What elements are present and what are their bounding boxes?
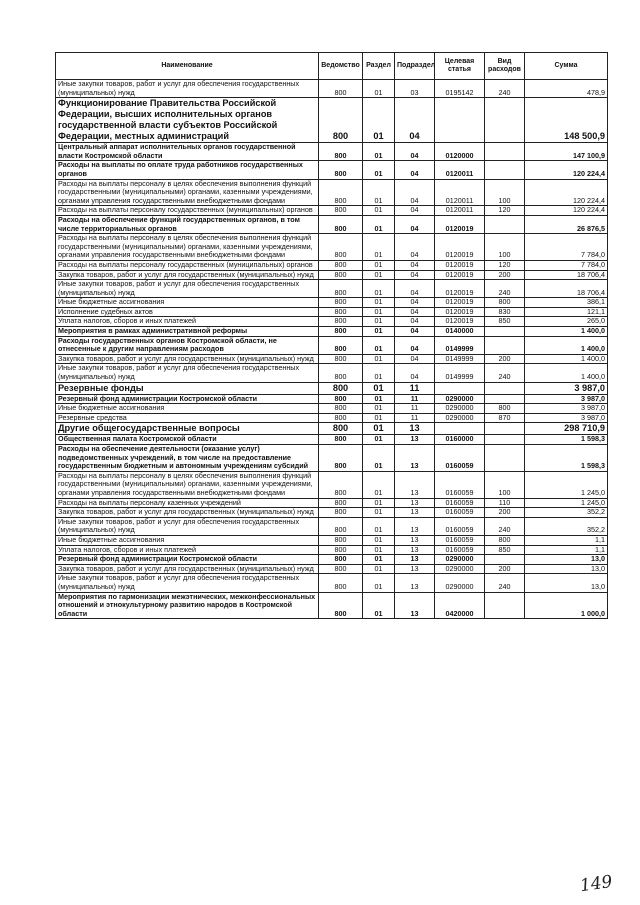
cell-podrazdel: 13 [395,564,435,574]
cell-vedomstvo: 800 [319,413,363,423]
cell-summa: 13,0 [525,555,608,565]
table-row [56,535,608,545]
cell-statya: 0160059 [435,545,485,555]
cell-statya: 0160059 [435,471,485,498]
table-row [56,445,608,472]
cell-summa: 1 400,0 [525,336,608,354]
cell-statya: 0120019 [435,234,485,261]
cell-summa: 1 000,0 [525,592,608,619]
cell-vid [485,592,525,619]
cell-podrazdel: 13 [395,555,435,565]
table-row [56,161,608,179]
cell-summa: 298 710,9 [525,423,608,435]
cell-vedomstvo: 800 [319,327,363,337]
cell-podrazdel: 03 [395,80,435,98]
cell-razdel: 01 [363,508,395,518]
cell-razdel: 01 [363,80,395,98]
table-row [56,517,608,535]
cell-vedomstvo: 800 [319,508,363,518]
cell-podrazdel: 11 [395,394,435,404]
cell-summa: 352,2 [525,508,608,518]
cell-vedomstvo: 800 [319,206,363,216]
cell-vid [485,382,525,394]
cell-podrazdel: 04 [395,215,435,233]
cell-summa: 1 400,0 [525,354,608,364]
cell-statya: 0160059 [435,535,485,545]
cell-vid: 240 [485,364,525,382]
cell-razdel: 01 [363,564,395,574]
table-row [56,234,608,261]
cell-statya: 0149999 [435,364,485,382]
cell-vid: 870 [485,413,525,423]
table-row [56,508,608,518]
cell-vid [485,445,525,472]
cell-summa: 1,1 [525,545,608,555]
table-row [56,471,608,498]
cell-name: Иные закупки товаров, работ и услуг для обеспечения государственных (муниципальных) нужд [56,80,319,98]
table-row [56,206,608,216]
cell-summa: 265,0 [525,317,608,327]
cell-razdel: 01 [363,364,395,382]
cell-statya: 0120019 [435,270,485,280]
cell-podrazdel: 11 [395,382,435,394]
cell-statya: 0160059 [435,498,485,508]
cell-summa: 3 987,0 [525,404,608,414]
cell-razdel: 01 [363,592,395,619]
cell-summa: 7 784,0 [525,260,608,270]
cell-vid: 240 [485,280,525,298]
cell-vid: 120 [485,260,525,270]
table-body [56,80,608,619]
cell-statya [435,382,485,394]
cell-razdel: 01 [363,517,395,535]
cell-razdel: 01 [363,206,395,216]
cell-name: Мероприятия в рамках административной реформы [56,327,319,337]
cell-podrazdel: 13 [395,498,435,508]
cell-vedomstvo: 800 [319,555,363,565]
cell-podrazdel: 04 [395,143,435,161]
cell-vedomstvo: 800 [319,364,363,382]
budget-table [55,52,608,619]
cell-vedomstvo: 800 [319,215,363,233]
cell-summa: 386,1 [525,298,608,308]
table-row [56,413,608,423]
table-row [56,215,608,233]
cell-podrazdel: 04 [395,206,435,216]
cell-podrazdel: 04 [395,234,435,261]
cell-statya: 0160059 [435,517,485,535]
cell-summa: 3 987,0 [525,382,608,394]
cell-summa: 13,0 [525,564,608,574]
cell-podrazdel: 13 [395,445,435,472]
cell-razdel: 01 [363,143,395,161]
cell-statya: 0120011 [435,179,485,206]
cell-statya: 0140000 [435,327,485,337]
cell-vedomstvo: 800 [319,336,363,354]
cell-razdel: 01 [363,423,395,435]
cell-statya: 0120019 [435,317,485,327]
cell-name: Закупка товаров, работ и услуг для государственных (муниципальных) нужд [56,564,319,574]
cell-podrazdel: 13 [395,435,435,445]
cell-statya: 0290000 [435,574,485,592]
cell-name: Исполнение судебных актов [56,307,319,317]
cell-razdel: 01 [363,413,395,423]
table-row [56,80,608,98]
cell-vedomstvo: 800 [319,161,363,179]
table-row [56,280,608,298]
cell-name: Расходы государственных органов Костромской области, не отнесенные к другим направлениям расходов [56,336,319,354]
cell-vedomstvo: 800 [319,498,363,508]
table-row [56,555,608,565]
cell-razdel: 01 [363,445,395,472]
cell-podrazdel: 04 [395,98,435,143]
cell-vedomstvo: 800 [319,535,363,545]
cell-statya: 0160059 [435,445,485,472]
cell-summa: 1 400,0 [525,364,608,382]
cell-vid: 240 [485,80,525,98]
cell-razdel: 01 [363,98,395,143]
cell-name: Расходы на выплаты персоналу в целях обеспечения выполнения функций государственными (муниципальными) органами, казенными учреждениями, органами управления государственными внебюджетными фондами [56,179,319,206]
cell-razdel: 01 [363,354,395,364]
cell-vedomstvo: 800 [319,471,363,498]
cell-vedomstvo: 800 [319,423,363,435]
cell-name: Резервные средства [56,413,319,423]
cell-statya: 0120019 [435,307,485,317]
cell-vedomstvo: 800 [319,143,363,161]
cell-podrazdel: 04 [395,354,435,364]
cell-vid [485,555,525,565]
cell-name: Общественная палата Костромской области [56,435,319,445]
cell-razdel: 01 [363,404,395,414]
cell-podrazdel: 13 [395,471,435,498]
cell-razdel: 01 [363,307,395,317]
cell-razdel: 01 [363,179,395,206]
cell-razdel: 01 [363,394,395,404]
table-row [56,98,608,143]
cell-statya: 0195142 [435,80,485,98]
cell-summa: 1 400,0 [525,327,608,337]
table-row [56,179,608,206]
cell-name: Резервный фонд администрации Костромской области [56,394,319,404]
cell-vedomstvo: 800 [319,445,363,472]
cell-razdel: 01 [363,555,395,565]
cell-summa: 147 100,9 [525,143,608,161]
table-row [56,574,608,592]
cell-vedomstvo: 800 [319,317,363,327]
cell-summa: 1 598,3 [525,445,608,472]
cell-vedomstvo: 800 [319,435,363,445]
cell-podrazdel: 13 [395,574,435,592]
cell-summa: 26 876,5 [525,215,608,233]
cell-summa: 148 500,9 [525,98,608,143]
cell-podrazdel: 13 [395,535,435,545]
cell-statya: 0149999 [435,354,485,364]
table-header-row [56,53,608,80]
cell-vid: 100 [485,471,525,498]
cell-statya: 0149999 [435,336,485,354]
cell-summa: 18 706,4 [525,270,608,280]
cell-summa: 3 987,0 [525,394,608,404]
cell-vedomstvo: 800 [319,98,363,143]
cell-vid: 800 [485,404,525,414]
col-header-vid: Вид расходов [485,53,525,80]
cell-name: Центральный аппарат исполнительных органов государственной власти Костромской области [56,143,319,161]
cell-vid: 800 [485,535,525,545]
cell-podrazdel: 13 [395,545,435,555]
cell-razdel: 01 [363,260,395,270]
cell-razdel: 01 [363,336,395,354]
cell-vedomstvo: 800 [319,270,363,280]
cell-statya: 0420000 [435,592,485,619]
cell-vedomstvo: 800 [319,298,363,308]
cell-name: Расходы на обеспечение деятельности (оказание услуг) подведомственных учреждений, в том числе на предоставление государственным бюджетным и автономным учреждениям субсидий [56,445,319,472]
cell-summa: 120 224,4 [525,179,608,206]
cell-name: Расходы на выплаты персоналу казенных учреждений [56,498,319,508]
cell-razdel: 01 [363,471,395,498]
table-row [56,260,608,270]
cell-podrazdel: 04 [395,161,435,179]
cell-name: Закупка товаров, работ и услуг для государственных (муниципальных) нужд [56,270,319,280]
cell-razdel: 01 [363,161,395,179]
table-row [56,143,608,161]
cell-statya: 0290000 [435,394,485,404]
cell-statya: 0290000 [435,564,485,574]
cell-name: Расходы на выплаты персоналу в целях обеспечения выполнения функций государственными (муниципальными) органами, казенными учреждениями, органами управления государственными внебюджетными фондами [56,471,319,498]
cell-name: Мероприятия по гармонизации межэтнических, межконфессиональных отношений и этнокультурному развитию народов в Костромской области [56,592,319,619]
cell-summa: 352,2 [525,517,608,535]
cell-razdel: 01 [363,298,395,308]
table-row [56,404,608,414]
col-header-podrazdel: Подраздел [395,53,435,80]
table-row [56,298,608,308]
cell-summa: 1 245,0 [525,498,608,508]
cell-vedomstvo: 800 [319,234,363,261]
col-header-vedomstvo: Ведомство [319,53,363,80]
cell-statya: 0290000 [435,555,485,565]
cell-vedomstvo: 800 [319,564,363,574]
cell-razdel: 01 [363,234,395,261]
table-row [56,327,608,337]
col-header-statya: Целевая статья [435,53,485,80]
cell-razdel: 01 [363,382,395,394]
cell-podrazdel: 04 [395,336,435,354]
cell-vedomstvo: 800 [319,179,363,206]
cell-razdel: 01 [363,545,395,555]
cell-statya: 0290000 [435,413,485,423]
cell-vedomstvo: 800 [319,260,363,270]
cell-razdel: 01 [363,280,395,298]
cell-name: Иные закупки товаров, работ и услуг для обеспечения государственных (муниципальных) нужд [56,517,319,535]
cell-statya: 0160000 [435,435,485,445]
cell-vedomstvo: 800 [319,574,363,592]
cell-summa: 3 987,0 [525,413,608,423]
cell-vid: 850 [485,317,525,327]
cell-summa: 121,1 [525,307,608,317]
cell-podrazdel: 04 [395,298,435,308]
cell-summa: 18 706,4 [525,280,608,298]
cell-vid: 200 [485,354,525,364]
cell-vid [485,143,525,161]
cell-podrazdel: 11 [395,404,435,414]
cell-statya: 0160059 [435,508,485,518]
cell-name: Уплата налогов, сборов и иных платежей [56,317,319,327]
cell-statya: 0120000 [435,143,485,161]
cell-name: Расходы на выплаты по оплате труда работников государственных органов [56,161,319,179]
cell-summa: 1 245,0 [525,471,608,498]
table-row [56,336,608,354]
cell-name: Закупка товаров, работ и услуг для государственных (муниципальных) нужд [56,508,319,518]
cell-podrazdel: 04 [395,179,435,206]
cell-podrazdel: 13 [395,423,435,435]
cell-razdel: 01 [363,498,395,508]
table-row [56,592,608,619]
cell-razdel: 01 [363,270,395,280]
cell-razdel: 01 [363,435,395,445]
cell-vedomstvo: 800 [319,307,363,317]
cell-vid [485,423,525,435]
cell-vid: 110 [485,498,525,508]
cell-name: Иные закупки товаров, работ и услуг для обеспечения государственных (муниципальных) нужд [56,364,319,382]
cell-statya: 0120019 [435,260,485,270]
cell-summa: 120 224,4 [525,161,608,179]
cell-name: Иные бюджетные ассигнования [56,298,319,308]
cell-podrazdel: 11 [395,413,435,423]
cell-statya: 0290000 [435,404,485,414]
cell-summa: 478,9 [525,80,608,98]
cell-podrazdel: 04 [395,317,435,327]
cell-name: Расходы на выплаты персоналу государственных (муниципальных) органов [56,206,319,216]
cell-vid: 800 [485,298,525,308]
col-header-razdel: Раздел [363,53,395,80]
cell-vid: 100 [485,234,525,261]
cell-razdel: 01 [363,215,395,233]
cell-name: Расходы на обеспечение функций государственных органов, в том числе территориальных органов [56,215,319,233]
cell-vid: 200 [485,270,525,280]
cell-name: Расходы на выплаты персоналу государственных (муниципальных) органов [56,260,319,270]
cell-vid: 240 [485,574,525,592]
cell-name: Иные бюджетные ассигнования [56,535,319,545]
col-header-name: Наименование [56,53,319,80]
cell-summa: 1 598,3 [525,435,608,445]
cell-vedomstvo: 800 [319,80,363,98]
cell-podrazdel: 04 [395,270,435,280]
handwritten-page-number: 149 [578,871,614,897]
cell-podrazdel: 04 [395,260,435,270]
cell-vid [485,336,525,354]
cell-vedomstvo: 800 [319,280,363,298]
cell-name: Резервный фонд администрации Костромской области [56,555,319,565]
cell-vedomstvo: 800 [319,545,363,555]
cell-vid [485,327,525,337]
cell-statya: 0120019 [435,298,485,308]
cell-name: Закупка товаров, работ и услуг для государственных (муниципальных) нужд [56,354,319,364]
cell-podrazdel: 04 [395,327,435,337]
cell-summa: 1,1 [525,535,608,545]
cell-podrazdel: 13 [395,508,435,518]
cell-name: Иные бюджетные ассигнования [56,404,319,414]
cell-name: Функционирование Правительства Российской Федерации, высших исполнительных органов государственной власти субъектов Российской Федерации, местных администраций [56,98,319,143]
cell-name: Иные закупки товаров, работ и услуг для обеспечения государственных (муниципальных) нужд [56,280,319,298]
cell-vid [485,98,525,143]
cell-vid: 850 [485,545,525,555]
col-header-summa: Сумма [525,53,608,80]
cell-razdel: 01 [363,317,395,327]
cell-name: Другие общегосударственные вопросы [56,423,319,435]
cell-vedomstvo: 800 [319,394,363,404]
cell-vedomstvo: 800 [319,404,363,414]
cell-podrazdel: 13 [395,592,435,619]
cell-vid: 240 [485,517,525,535]
cell-vedomstvo: 800 [319,354,363,364]
cell-statya: 0120019 [435,280,485,298]
cell-vid [485,215,525,233]
cell-summa: 7 784,0 [525,234,608,261]
cell-statya [435,423,485,435]
cell-vid: 100 [485,179,525,206]
cell-statya: 0120011 [435,161,485,179]
cell-vid: 200 [485,564,525,574]
cell-vedomstvo: 800 [319,517,363,535]
cell-podrazdel: 13 [395,517,435,535]
table-row [56,423,608,435]
cell-name: Расходы на выплаты персоналу в целях обеспечения выполнения функций государственными (муниципальными) органами, казенными учреждениями, органами управления государственными внебюджетными фондами [56,234,319,261]
cell-vedomstvo: 800 [319,382,363,394]
cell-statya: 0120019 [435,215,485,233]
table-row [56,364,608,382]
cell-statya [435,98,485,143]
cell-vedomstvo: 800 [319,592,363,619]
cell-summa: 120 224,4 [525,206,608,216]
cell-podrazdel: 04 [395,364,435,382]
cell-name: Иные закупки товаров, работ и услуг для обеспечения государственных (муниципальных) нужд [56,574,319,592]
cell-razdel: 01 [363,535,395,545]
cell-podrazdel: 04 [395,307,435,317]
cell-summa: 13,0 [525,574,608,592]
cell-name: Резервные фонды [56,382,319,394]
cell-razdel: 01 [363,574,395,592]
cell-statya: 0120011 [435,206,485,216]
cell-name: Уплата налогов, сборов и иных платежей [56,545,319,555]
table-row [56,382,608,394]
cell-podrazdel: 04 [395,280,435,298]
cell-vid [485,161,525,179]
cell-vid [485,435,525,445]
cell-vid: 830 [485,307,525,317]
cell-vid: 120 [485,206,525,216]
cell-razdel: 01 [363,327,395,337]
cell-vid: 200 [485,508,525,518]
